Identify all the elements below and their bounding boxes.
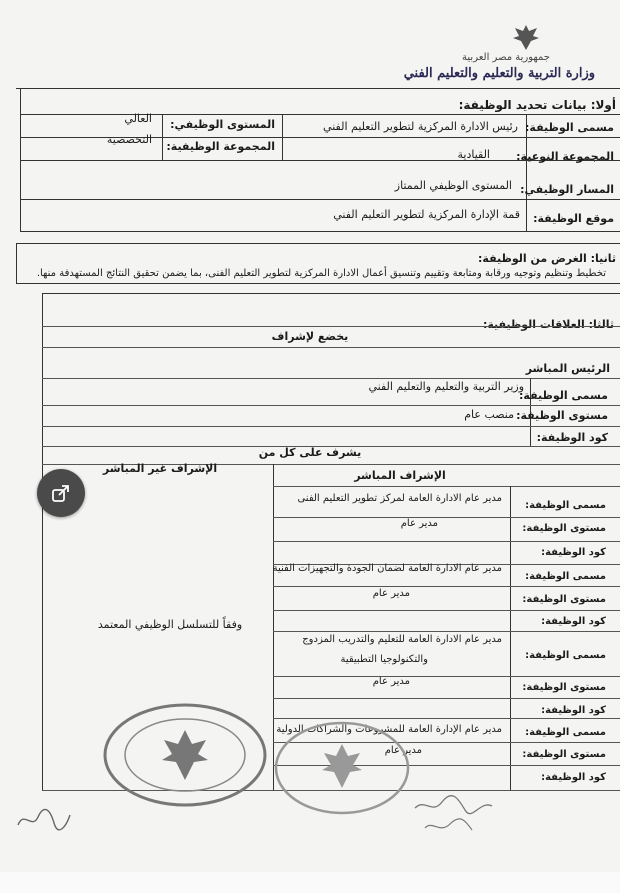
career-path-label: المسار الوظيفي: — [520, 183, 614, 196]
job-title-value: رئيس الادارة المركزية لتطوير التعليم الفني — [323, 120, 518, 133]
job-level-label: المستوى الوظيفي: — [170, 118, 275, 131]
subject-to-heading: يخضع لإشراف — [271, 330, 349, 343]
sub4-level-value: مدير عام — [384, 745, 422, 756]
location-label: موقع الوظيفة: — [533, 212, 614, 225]
sub1-title-value: مدير عام الادارة العامة لمركز تطوير التعليم الفنى — [297, 493, 502, 504]
boss-title-label: مسمى الوظيفة: — [519, 389, 608, 402]
section2-heading: ثانيا: الغرض من الوظيفة: — [478, 252, 616, 265]
ministry-title: وزارة التربية والتعليم والتعليم الفني — [403, 66, 595, 81]
signature-scribble-right — [410, 790, 500, 840]
eagle-emblem-icon — [509, 22, 543, 52]
indirect-supervision-text: وفقاً للتسلسل الوظيفي المعتمد — [97, 618, 243, 631]
career-path-value: المستوى الوظيفي الممتاز — [394, 179, 512, 192]
signature-scribble-left — [14, 805, 74, 835]
func-group-value: التخصصية — [106, 133, 152, 146]
sub2-level-label: مستوى الوظيفة: — [522, 594, 606, 605]
job-title-label: مسمى الوظيفة: — [525, 121, 614, 134]
sub2-title-label: مسمى الوظيفة: — [525, 571, 606, 582]
boss-level-value: منصب عام — [464, 408, 514, 421]
bottom-bar — [0, 872, 620, 893]
official-stamp-left — [100, 700, 270, 810]
purpose-text: تخطيط وتنظيم وتوجيه ورقابة ومتابعة وتقييم وتنسيق أعمال الادارة المركزية لتطوير التعليم الفنى، بما يضمن تحقيق النتائج المستهدفة منها. — [36, 268, 606, 279]
boss-level-label: مستوى الوظيفة: — [516, 409, 608, 422]
official-stamp-right — [272, 718, 412, 818]
emblem-caption: جمهورية مصر العربية — [462, 52, 550, 63]
sub3-title-line2: والتكنولوجيا التطبيقية — [340, 654, 428, 665]
section1-heading: أولا: بيانات تحديد الوظيفة: — [458, 98, 616, 112]
group-label: المجموعة النوعية: — [516, 150, 614, 163]
share-button[interactable] — [37, 469, 85, 517]
job-level-value: العالي — [124, 112, 152, 125]
sub1-level-value: مدير عام — [400, 518, 438, 529]
indirect-supervision-heading: الإشراف غير المباشر — [102, 462, 218, 475]
group-value: القيادية — [457, 148, 490, 161]
sub3-title-label: مسمى الوظيفة: — [525, 650, 606, 661]
boss-title-value: وزير التربية والتعليم والتعليم الفني — [368, 380, 524, 393]
sub4-level-label: مستوى الوظيفة: — [522, 749, 606, 760]
sub3-code-label: كود الوظيفة: — [541, 705, 606, 716]
direct-supervision-heading: الإشراف المباشر — [354, 469, 446, 482]
sub4-code-label: كود الوظيفة: — [541, 772, 606, 783]
func-group-label: المجموعة الوظيفية: — [166, 140, 275, 153]
section3-heading: ثالثا: العلاقات الوظيفية: — [482, 318, 614, 331]
sub2-level-value: مدير عام — [372, 588, 410, 599]
sub1-level-label: مستوى الوظيفة: — [522, 523, 606, 534]
sub1-title-label: مسمى الوظيفة: — [525, 500, 606, 511]
sub3-level-value: مدير عام — [372, 676, 410, 687]
sub2-code-label: كود الوظيفة: — [541, 616, 606, 627]
sub4-title-value: مدير عام الإدارة العامة للمشروعات والشراكات الدولية — [276, 724, 502, 735]
boss-code-label: كود الوظيفة: — [536, 431, 608, 444]
sub1-code-label: كود الوظيفة: — [541, 547, 606, 558]
share-icon — [49, 481, 73, 505]
sub2-title-value: مدير عام الادارة العامة لضمان الجودة والتجهيزات الفنية — [272, 563, 502, 574]
location-value: قمة الإدارة المركزية لتطوير التعليم الفني — [333, 208, 520, 221]
sub3-title-value: مدير عام الادارة العامة للتعليم والتدريب المزدوج — [302, 634, 502, 645]
sub3-level-label: مستوى الوظيفة: — [522, 682, 606, 693]
supervises-heading: يشرف على كل من — [258, 446, 362, 459]
sub4-title-label: مسمى الوظيفة: — [525, 727, 606, 738]
direct-boss-heading: الرئيس المباشر — [525, 362, 610, 375]
